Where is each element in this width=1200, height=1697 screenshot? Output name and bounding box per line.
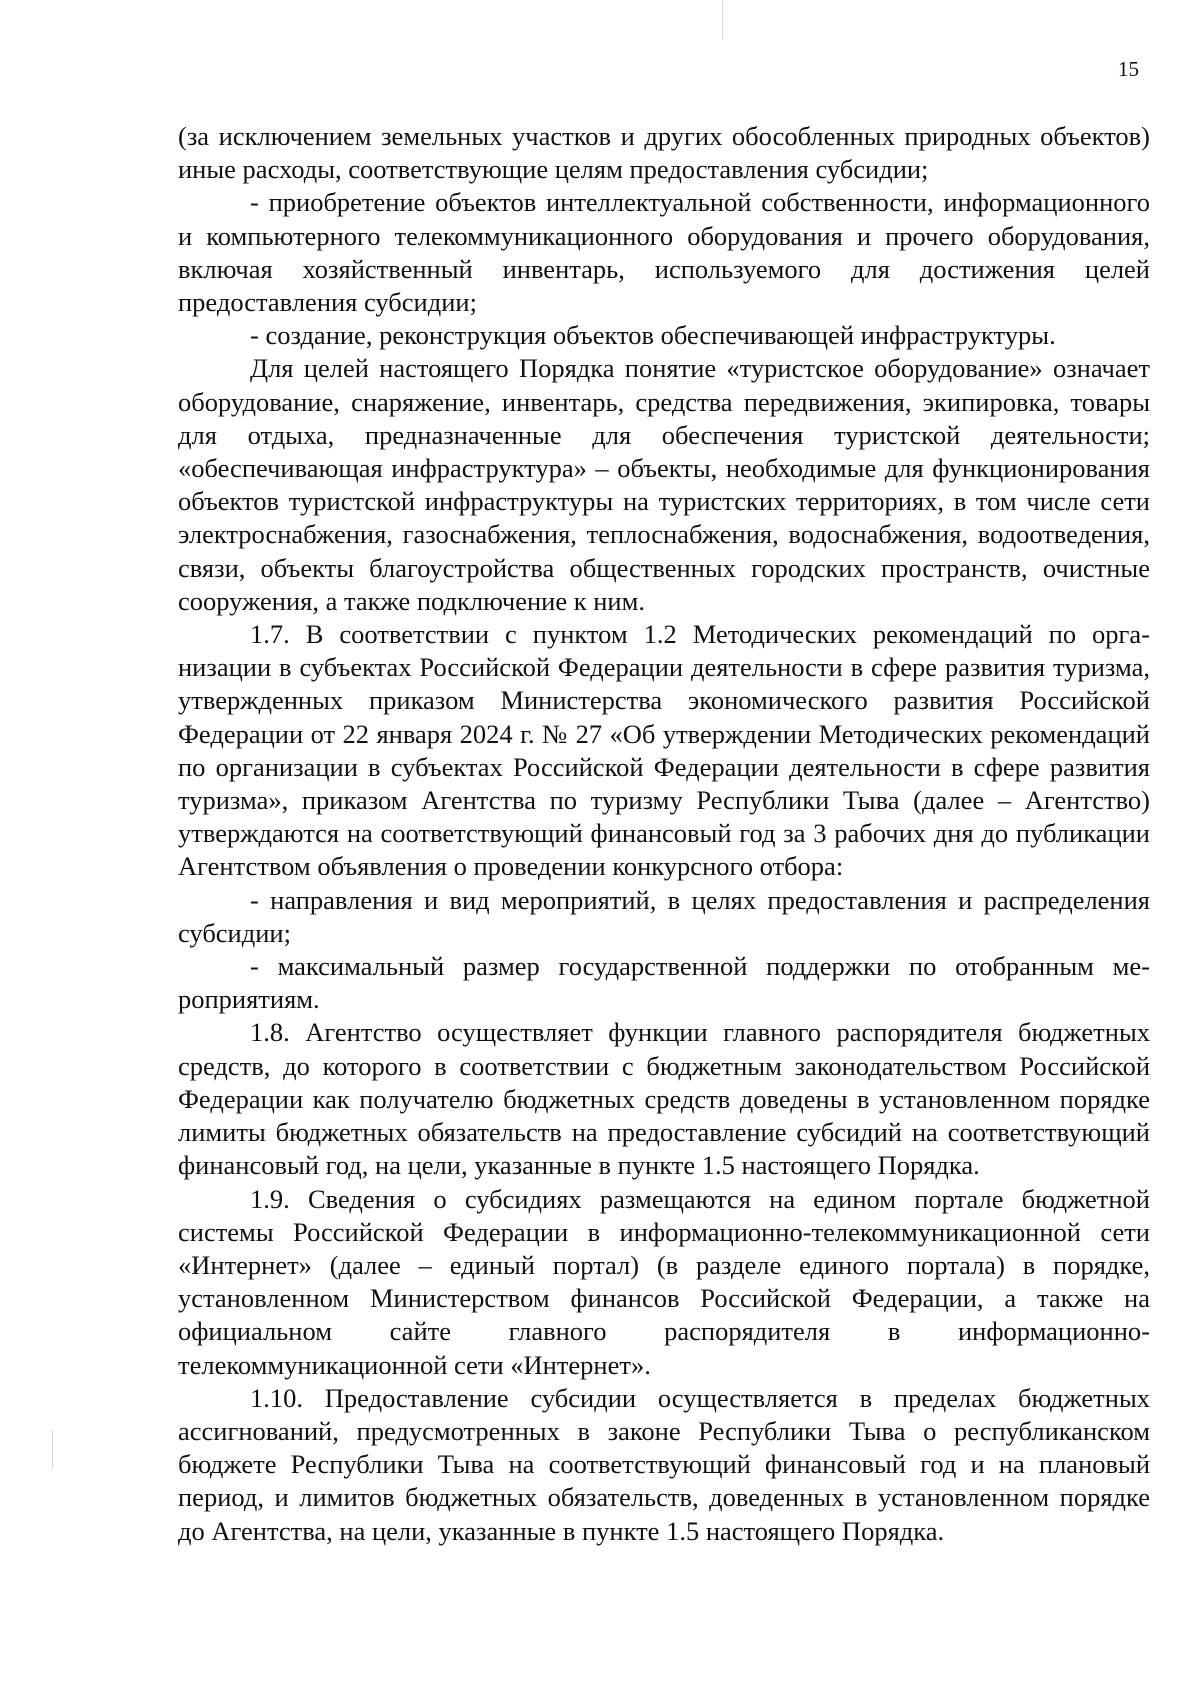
paragraph: - создание, реконструкция объектов обеспечивающей инфраструктуры. <box>250 320 1056 351</box>
paragraph: (за исключением земельных участков и других обособленных природных объектов) иные расходы, соответствующие целям предоставления субсидии; <box>178 121 1150 185</box>
scan-artifact-line <box>52 1430 53 1470</box>
paragraph-section-1-9: 1.9. Сведения о субсидиях размещаются на едином портале бюджетной системы Российской Федерации в информационно-телекоммуникационной сети «Интернет» (далее – единый портал) (в разделе единого портала) в порядке, установленном Министерством финансов Российской Федерации, а также на официальном сайте главного распорядителя в информационно-телекоммуникационной сети «Интернет». <box>178 1183 1150 1380</box>
paragraph-section-1-10: 1.10. Предоставление субсидии осуществляется в пределах бюджетных ассигнований, предусмотренных в законе Республики Тыва о республиканском бюджете Республики Тыва на соответствующий финансовый год и на плановый период, и лимитов бюджетных обязательств, доведенных в установленном порядке до Агентства, на цели, указанные в пункте 1.5 настоящего Порядка. <box>178 1382 1150 1546</box>
paragraph: Для целей настоящего Порядка понятие «туристское оборудование» означает оборудование, снаряжение, инвентарь, средства передвижения, экипировка, товары для отдыха, предназначенные для обеспечения туристской деятельности; «обеспечивающая инфраструктура» – объекты, необходимые для функционирования объектов туристской инфраструктуры на туристских территориях, в том числе сети электроснабжения, газоснабжения, теплоснабжения, водоснабжения, водоотведения, связи, объекты благоустройства общественных городских пространств, очистные сооружения, а также подключение к ним. <box>178 353 1150 616</box>
paragraph: - максимальный размер государственной поддержки по отобранным мероприятиям. <box>178 951 1150 1015</box>
paragraph-section-1-8: 1.8. Агентство осуществляет функции главного распорядителя бюджетных средств, до которого в соответствии с бюджетным законодательством Российской Федерации как получателю бюджетных средств доведены в установленном порядке лимиты бюджетных обязательств на предоставление субсидий на соответствующий финансовый год, на цели, указанные в пункте 1.5 настоящего Порядка. <box>178 1017 1150 1181</box>
page-number: 15 <box>1118 57 1139 81</box>
paragraph: - направления и вид мероприятий, в целях предоставления и распределения субсидии; <box>178 884 1150 948</box>
paragraph-section-1-7: 1.7. В соответствии с пунктом 1.2 Методических рекомендаций по организации в субъектах Российской Федерации деятельности в сфере развития туризма, утвержденных приказом Министерства экономического развития Российской Федерации от 22 января 2024 г. № 27 «Об утверждении Методических рекомендаций по организации в субъектах Российской Федерации деятельности в сфере развития туризма», приказом Агентства по туризму Республики Тыва (далее – Агентство) утверждаются на соответствующий финансовый год за 3 рабочих дня до публикации Агентством объявления о проведении конкурсного отбора: <box>178 619 1150 882</box>
scan-artifact-line <box>722 0 723 40</box>
document-body <box>178 120 1150 1548</box>
paragraph: - приобретение объектов интеллектуальной собственности, информационного и компьютерного телекоммуникационного оборудования и прочего оборудования, включая хозяйственный инвентарь, используемого для достижения целей предоставления субсидии; <box>178 187 1150 318</box>
